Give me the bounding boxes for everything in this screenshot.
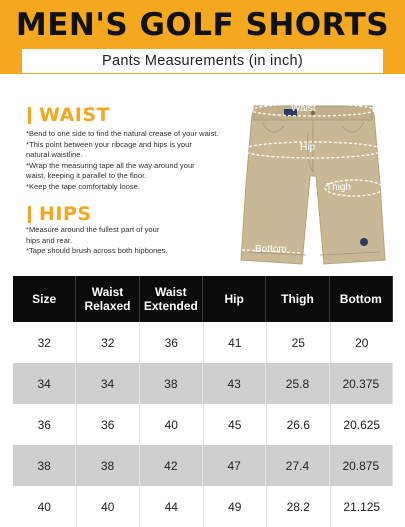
shorts-diagram xyxy=(228,92,398,270)
waist-note: *Bend to one side to find the natural crease of your waist. xyxy=(26,129,219,138)
hips-title: HIPS xyxy=(39,203,92,225)
column-header: Hip xyxy=(203,276,266,322)
waist-measure-label: Waist xyxy=(291,103,316,114)
table-cell: 20 xyxy=(331,322,394,363)
table-cell: 45 xyxy=(204,404,268,445)
table-row xyxy=(13,322,393,363)
hips-section-heading xyxy=(28,203,92,225)
thigh-measure-label: Thigh xyxy=(326,182,352,193)
table-cell: 26.6 xyxy=(267,404,331,445)
table-cell: 36 xyxy=(140,322,204,363)
table-cell: 27.4 xyxy=(266,445,329,486)
hips-note: *Tape should brush across both hipbones. xyxy=(26,246,168,256)
table-cell: 38 xyxy=(76,445,139,486)
waist-title: WAIST xyxy=(39,104,111,126)
waist-section-heading xyxy=(28,104,110,126)
table-row xyxy=(13,445,393,486)
table-cell: 20.875 xyxy=(330,445,393,486)
table-cell: 49 xyxy=(204,486,268,527)
page-subtitle: Pants Measurements (in inch) xyxy=(22,49,383,73)
table-cell: 25.8 xyxy=(266,363,329,404)
column-header: Waist Extended xyxy=(140,276,203,322)
hip-measure-label: Hip xyxy=(300,142,316,153)
waist-instructions xyxy=(26,129,236,193)
table-cell: 40 xyxy=(77,486,141,527)
table-cell: 44 xyxy=(140,486,204,527)
table-row xyxy=(13,486,393,527)
table-cell: 41 xyxy=(204,322,268,363)
table-cell: 34 xyxy=(13,363,76,404)
table-cell: 28.2 xyxy=(267,486,331,527)
table-cell: 20.625 xyxy=(331,404,394,445)
table-cell: 34 xyxy=(76,363,139,404)
table-cell: 25 xyxy=(267,322,331,363)
table-row xyxy=(13,404,393,445)
table-cell: 42 xyxy=(140,445,203,486)
table-cell: 36 xyxy=(77,404,141,445)
table-cell: 38 xyxy=(13,445,76,486)
bottom-measure-label: Bottom xyxy=(255,244,287,255)
table-header-row xyxy=(13,276,393,322)
page-title: MEN'S GOLF SHORTS xyxy=(15,7,390,43)
waist-note: waist, keeping it parallel to the floor. xyxy=(26,171,147,181)
hips-note: *Measure around the fullest part of your xyxy=(26,225,160,234)
table-cell: 40 xyxy=(140,404,204,445)
column-header: Waist Relaxed xyxy=(76,276,139,322)
table-row xyxy=(13,363,393,404)
header-banner xyxy=(0,0,405,74)
table-cell: 32 xyxy=(13,322,77,363)
column-header: Bottom xyxy=(330,276,393,322)
accent-bar xyxy=(28,206,31,223)
table-cell: 43 xyxy=(203,363,266,404)
column-header: Size xyxy=(13,276,76,322)
accent-bar xyxy=(28,107,31,124)
waist-note: *Wrap the measuring tape all the way around your xyxy=(26,160,195,170)
table-cell: 32 xyxy=(77,322,141,363)
waist-note: *This point between your ribcage and hips is your xyxy=(26,139,192,149)
table-cell: 47 xyxy=(203,445,266,486)
table-cell: 21.125 xyxy=(331,486,394,527)
column-header: Thigh xyxy=(266,276,329,322)
table-cell: 38 xyxy=(140,363,203,404)
table-cell: 36 xyxy=(13,404,77,445)
waist-note: *Keep the tape comfortably loose. xyxy=(26,181,140,191)
size-chart-table xyxy=(13,276,393,527)
table-cell: 40 xyxy=(13,486,77,527)
waist-note: natural waistline. xyxy=(26,150,83,160)
hips-instructions xyxy=(26,225,236,257)
logo-patch xyxy=(360,238,368,246)
hips-note: hips and rear. xyxy=(26,235,73,245)
table-cell: 20.375 xyxy=(330,363,393,404)
